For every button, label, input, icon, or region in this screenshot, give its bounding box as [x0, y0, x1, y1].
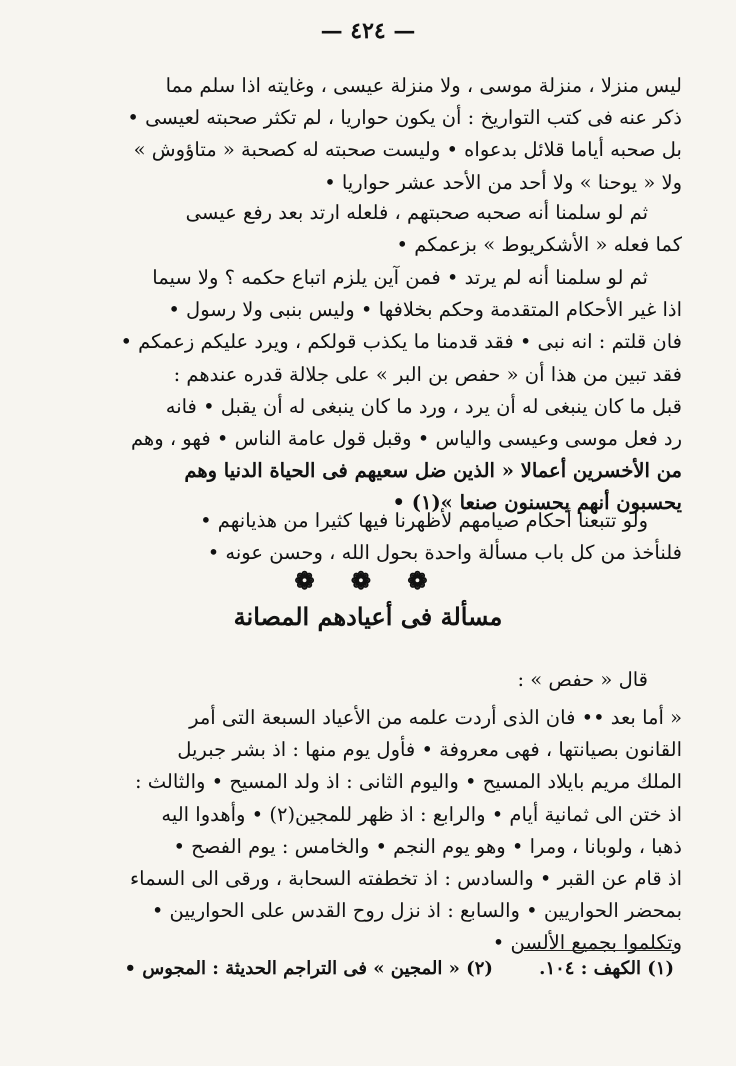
text-line: بمحضر الحواريين • والسابع : اذ نزل روح القدس على الحواريين • — [151, 899, 682, 923]
text-line: ولو تتبعنا أحكام صيامهم لأظهرنا فيها كثيرا من هذيانهم • — [200, 509, 648, 532]
paragraph-3 — [62, 262, 682, 520]
text-line: ذهبا ، ولوبانا ، ومرا • وهو يوم النجم • والخامس : يوم الفصح • — [173, 834, 682, 858]
section-heading: مسألة فى أعيادهم المصانة — [233, 602, 503, 631]
text-line: قال « حفص » : — [517, 668, 648, 691]
text-line: بل صحبه أياما قلائل بدعواه • وليست صحبته له كصحبة « متاؤوش » — [133, 138, 682, 162]
text-line: « أما بعد •• فان الذى أردت علمه من الأعياد السبعة التى أمر — [189, 706, 682, 729]
footnote-1: (١) الكهف : ١٠٤. — [539, 958, 674, 979]
page-number: — ٤٢٤ — — [320, 18, 416, 44]
paragraph-1 — [62, 70, 682, 199]
quran-quote-line: من الأخسرين أعمالا « الذين ضل سعيهم فى الحياة الدنيا وهم — [184, 459, 682, 483]
text-line: رد فعل موسى وعيسى والياس • وقبل قول عامة الناس • فهو ، وهم — [130, 427, 682, 451]
text-line: فان قلتم : انه نبى • فقد قدمنا ما يكذب قولكم ، ويرد عليكم زعمكم • — [120, 330, 682, 354]
paragraph-4 — [62, 505, 682, 569]
quran-quote-line: يحسبون أنهم يحسنون صنعا »(١) • — [392, 491, 682, 515]
footnote-2: (٢) « المجين » فى التراجم الحديثة : المجوس • — [124, 958, 493, 979]
paragraph-5 — [62, 702, 682, 960]
text-line: القانون بصيانتها ، فهى معروفة • فأول يوم منها : اذ بشر جبريل — [177, 738, 682, 762]
text-line: اذ قام عن القبر • والسادس : اذ تخطفته السحابة ، ورقى الى السماء — [130, 867, 682, 891]
quote-intro — [62, 664, 682, 696]
text-line: ولا « يوحنا » ولا أحد من الأحد عشر حواريا • — [324, 170, 682, 194]
paragraph-2 — [62, 197, 682, 261]
footnotes — [54, 958, 674, 979]
text-line: ليس منزلا ، منزلة موسى ، ولا منزلة عيسى ، وغايته اذا سلم مما — [165, 74, 682, 97]
footnote-divider — [524, 950, 674, 951]
section-separator: ❁ ❁ ❁ — [294, 566, 442, 595]
text-line: الملك مريم بايلاد المسيح • واليوم الثانى : اذ ولد المسيح • والثالث : — [134, 770, 682, 794]
text-line: وتكلموا بجميع الألسن • — [492, 931, 682, 955]
text-line: فلنأخذ من كل باب مسألة واحدة بحول الله ، وحسن عونه • — [207, 541, 682, 565]
text-line: ذكر عنه فى كتب التواريخ : أن يكون حواريا ، لم تكثر صحبته لعيسى • — [127, 106, 682, 130]
text-line: اذ ختن الى ثمانية أيام • والرابع : اذ ظهر للمجين(٢) • وأهدوا اليه — [161, 802, 682, 826]
text-line: ثم لو سلمنا أنه لم يرتد • فمن آين يلزم اتباع حكمه ؟ ولا سيما — [152, 266, 648, 289]
text-line: كما فعله « الأشكريوط » بزعمكم • — [396, 233, 682, 257]
text-line: ثم لو سلمنا أنه صحبه صحبتهم ، فلعله ارتد بعد رفع عيسى — [185, 201, 648, 224]
text-line: فقد تبين من هذا أن « حفص بن البر » على جلالة قدره عندهم : — [173, 362, 682, 386]
text-line: قبل ما كان ينبغى له أن يرد ، ورد ما كان ينبغى له أن يقبل • فانه — [165, 394, 682, 418]
text-line: اذا غير الأحكام المتقدمة وحكم بخلافها • وليس بنبى ولا رسول • — [168, 298, 682, 322]
